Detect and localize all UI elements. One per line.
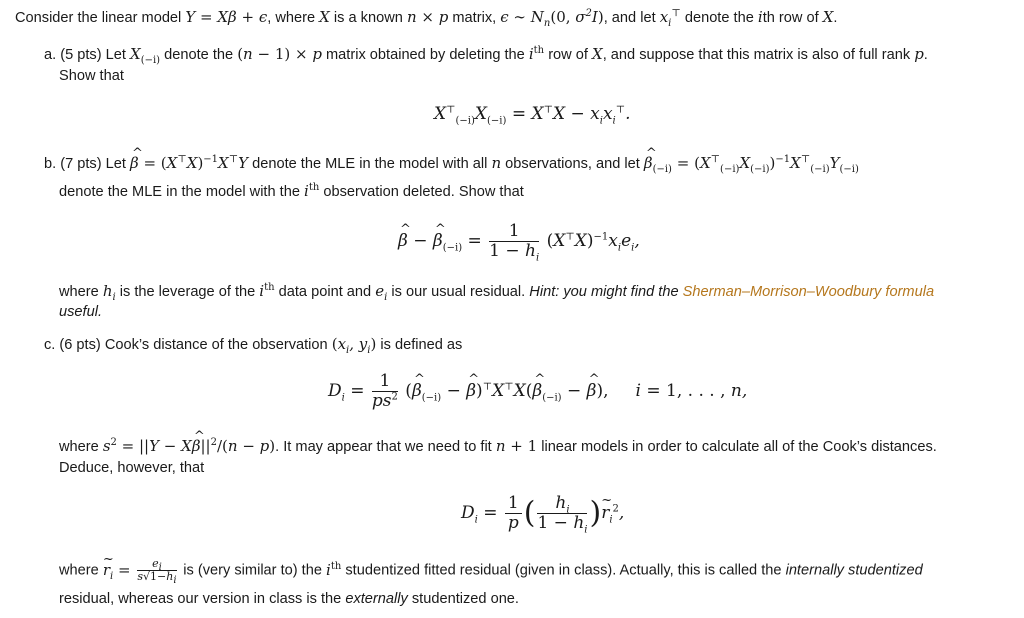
part-a-show: Show that — [59, 68, 124, 84]
math: i — [757, 8, 763, 26]
math: n × p — [406, 8, 449, 26]
intro-text-5: , and let — [603, 10, 656, 26]
part-b-line-2 — [59, 182, 524, 201]
part-a-text-3: row of — [548, 47, 588, 63]
part-b-text-7: is our usual residual. — [391, 284, 526, 300]
part-c-label: c. (6 pts) Cook’s distance of the observation — [44, 337, 328, 353]
part-c-internally: internally studentized — [785, 562, 923, 579]
math: (n − 1) × p — [237, 45, 322, 63]
math: $i^{th}$ — [304, 182, 320, 200]
part-c-text-5: studentized fitted residual (given in class). Actually, this is called the — [345, 562, 782, 579]
intro-text-2: , where — [267, 10, 316, 26]
part-b-text-1: denote the MLE in the model with all — [252, 156, 488, 172]
part-a-text-1: denote the — [164, 47, 234, 63]
math: n — [491, 154, 502, 172]
part-a-text-4: , and suppose that this matrix is also of full rank — [602, 47, 911, 63]
part-a-text-2: matrix obtained by deleting the — [326, 47, 525, 63]
intro-line: Consider the linear model Y = Xβ + ϵ, where X is a known n × p matrix, ϵ ∼ $N_n(0$, $\sigma^2I$), and let $x_i^⊤$ denote the ith row of X. — [15, 8, 838, 29]
math: ^ $\beta = (X^⊤X)^{-1}X^⊤Y$ — [130, 154, 248, 172]
part-b-text-5: is the leverage of the — [119, 284, 256, 300]
part-b-text-6: data point and — [278, 284, 372, 300]
part-b-where: where — [59, 284, 99, 300]
sherman-morrison-woodbury-link[interactable]: Sherman–Morrison–Woodbury formula — [682, 284, 935, 300]
part-a-label: a. (5 pts) Let — [44, 47, 126, 63]
part-b-line-4 — [59, 303, 102, 321]
part-b-line-1 — [44, 154, 859, 173]
part-c-text-4: is (very similar to) the — [183, 562, 322, 579]
part-c-text-1: is defined as — [380, 337, 463, 353]
equation-c2: $D_i$ = $\frac{1}{p}$ ( $\frac{h_i}{1 - h_i}$ )~ $r_i^2$, — [461, 494, 624, 533]
part-b-text-4: observation deleted. Show that — [323, 184, 524, 200]
part-c-text-3: linear models in order to calculate all of the Cook’s distances. — [541, 439, 937, 455]
part-c-deduce: Deduce, however, that — [59, 460, 205, 476]
part-c-externally: externally — [345, 591, 408, 607]
math: n + 1 — [495, 437, 538, 455]
part-b-text-2: observations, and let — [505, 156, 640, 172]
part-c-line-5 — [59, 590, 519, 608]
math: ~ $r_i$ = $\frac{e_i}{s√1-h_i}$ — [103, 561, 183, 579]
part-c-text-6: residual, whereas our version in class is the — [59, 591, 342, 607]
math: $x_i^⊤$ — [659, 8, 681, 29]
math: ^ $\beta_{(-i)} = (X^⊤_{(-i)}X_{(-i)})^{-1}X^⊤_{(-i)}Y_{(-i)}$ — [644, 154, 859, 172]
math: ($x_i$, $y_i$) — [331, 335, 377, 356]
math: X — [319, 8, 330, 26]
math: $s^2 = ||Y$ − X^ $\beta||^2/(n - p)$ — [103, 437, 275, 455]
math: $h_i$ — [102, 282, 116, 303]
equation-a: $X^⊤_{(-i)}X_{(-i)} = X^⊤X - x_ix_i^⊤$. — [434, 104, 631, 127]
math: $X_{(-i)}$ — [130, 45, 161, 66]
intro-text-7: th row of — [762, 10, 819, 26]
math: $i^{th}$ — [259, 282, 275, 300]
part-c-where: where — [59, 439, 99, 455]
math: p — [914, 45, 924, 63]
intro-text-4: matrix, — [452, 10, 497, 26]
part-b-line-3 — [59, 282, 934, 301]
part-c-where-2: where — [59, 562, 99, 579]
part-a-line-1: a. (5 pts) Let $X_{(-i)}$ denote the (n − 1) × p matrix obtained by deleting the $i^{th}$ row of X, and suppose that this matrix is also of full rank p. — [44, 45, 928, 66]
part-c-line-4 — [59, 557, 923, 587]
part-b-hint: Hint: you might find the — [529, 284, 679, 300]
part-c-text-2: . It may appear that we need to fit — [275, 439, 492, 455]
part-a-line-2 — [59, 67, 124, 85]
equation-c1: $D_i$ = $\frac{1}{ps^2}$ (^ $\beta_{(-i)}$ − ^ β)⊤X⊤X(^ $\beta_{(-i)}$ − ^ β), i = 1, . . . , n, — [328, 372, 747, 411]
math: $i^{th}$ — [528, 45, 545, 63]
part-c-line-3 — [59, 459, 204, 477]
part-c-text-7: studentized one. — [411, 591, 519, 607]
math: X — [822, 8, 834, 26]
part-b-text-3: denote the MLE in the model with the — [59, 184, 300, 200]
part-c-line-1 — [44, 335, 462, 354]
part-c-line-2 — [59, 437, 937, 456]
math: X — [592, 45, 603, 63]
intro-text-3: is a known — [333, 10, 403, 26]
intro-text-6: denote the — [684, 10, 754, 26]
math: $e_i$ — [375, 282, 388, 303]
intro-text-1: Consider the linear model — [15, 10, 182, 26]
math: ϵ ∼ $N_n(0$, $\sigma^2I$) — [500, 8, 604, 29]
math: $i^{th}$ — [326, 560, 342, 579]
part-b-label: b. (7 pts) Let — [44, 156, 126, 172]
part-b-useful: useful. — [59, 304, 102, 320]
math: Y = Xβ + ϵ — [185, 8, 268, 26]
equation-b: ^ β − ^ $\beta_{(-i)}$ = $\frac{1}{1 - h_i}$ $(X^⊤X)^{-1}x_ie_i$, — [398, 222, 640, 261]
